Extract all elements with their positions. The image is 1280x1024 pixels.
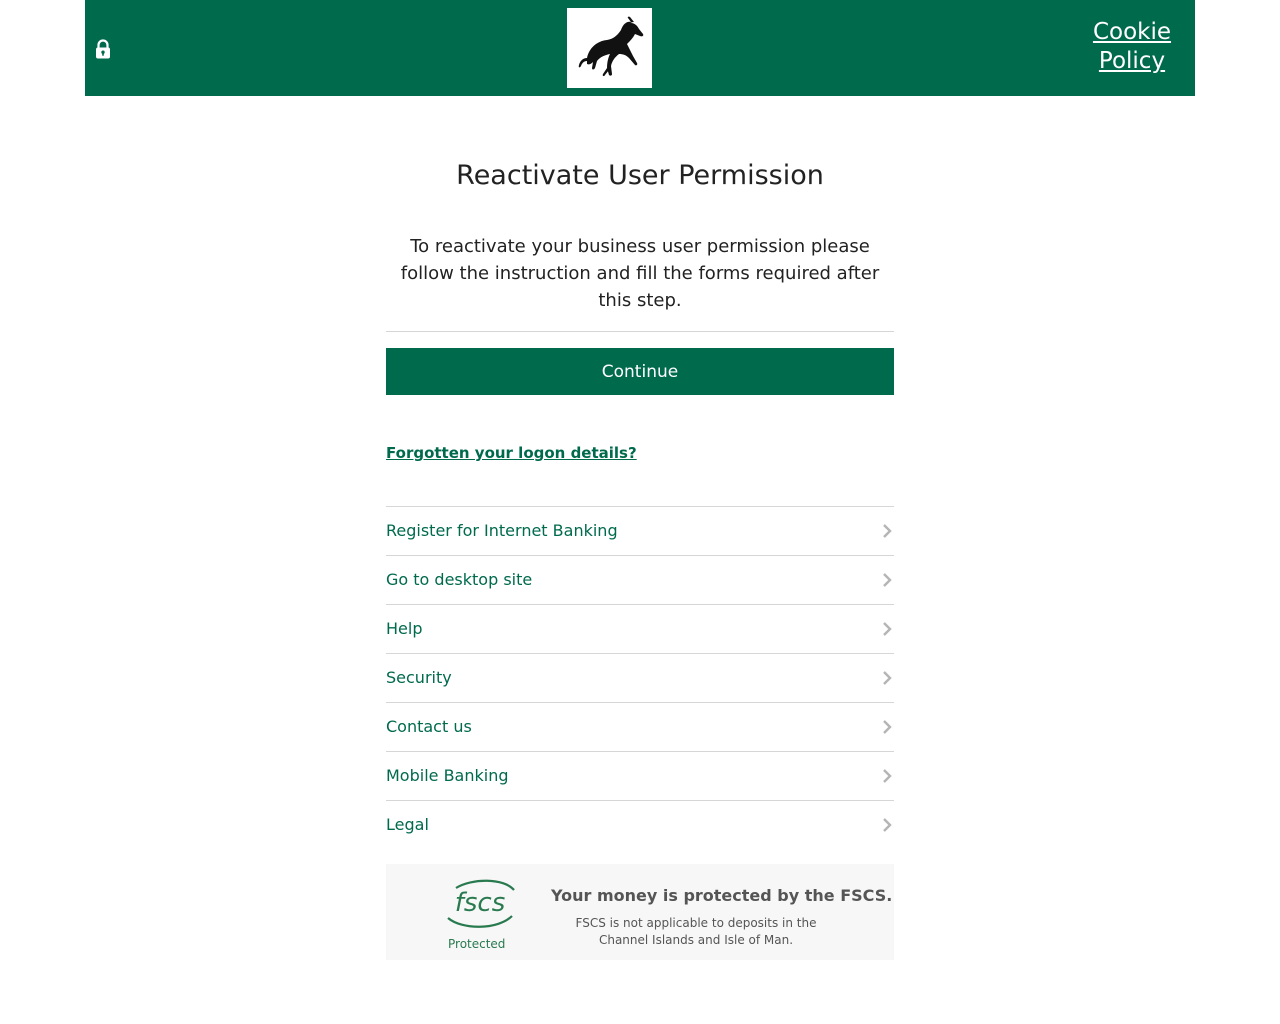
menu-item-desktop-site[interactable] (386, 556, 894, 605)
menu-item-security[interactable] (386, 654, 894, 703)
chevron-right-icon (882, 768, 892, 784)
menu-item-label: Go to desktop site (386, 570, 533, 589)
fscs-protected-label: Protected (448, 937, 506, 951)
page-title: Reactivate User Permission (456, 160, 824, 191)
menu-item-legal[interactable] (386, 801, 894, 849)
black-horse-logo[interactable] (567, 8, 652, 88)
menu-item-label: Contact us (386, 717, 472, 736)
fscs-logo (442, 876, 518, 930)
forgotten-logon-link[interactable]: Forgotten your logon details? (386, 444, 637, 462)
chevron-right-icon (882, 719, 892, 735)
menu-item-label: Security (386, 668, 452, 687)
menu-item-label: Help (386, 619, 423, 638)
chevron-right-icon (882, 817, 892, 833)
navigation-menu (386, 506, 894, 849)
chevron-right-icon (882, 670, 892, 686)
intro-text: To reactivate your business user permission please follow the instruction and fill the forms required after this step. (400, 236, 880, 311)
padlock-icon (94, 38, 112, 60)
chevron-right-icon (882, 523, 892, 539)
chevron-right-icon (882, 621, 892, 637)
chevron-right-icon (882, 572, 892, 588)
fscs-headline: Your money is protected by the FSCS. (551, 886, 893, 905)
fscs-logo-text: fscs (454, 888, 506, 918)
fscs-subtext: FSCS is not applicable to deposits in the Channel Islands and Isle of Man. (575, 916, 817, 947)
menu-item-help[interactable] (386, 605, 894, 654)
continue-button[interactable]: Continue (386, 348, 894, 395)
menu-item-mobile-banking[interactable] (386, 752, 894, 801)
divider (386, 331, 894, 332)
menu-item-label: Register for Internet Banking (386, 521, 618, 540)
cookie-policy-link[interactable]: Cookie Policy (1092, 19, 1172, 74)
menu-item-contact-us[interactable] (386, 703, 894, 752)
fscs-banner (386, 864, 894, 960)
menu-item-label: Mobile Banking (386, 766, 509, 785)
menu-item-register[interactable] (386, 507, 894, 556)
menu-item-label: Legal (386, 815, 429, 834)
